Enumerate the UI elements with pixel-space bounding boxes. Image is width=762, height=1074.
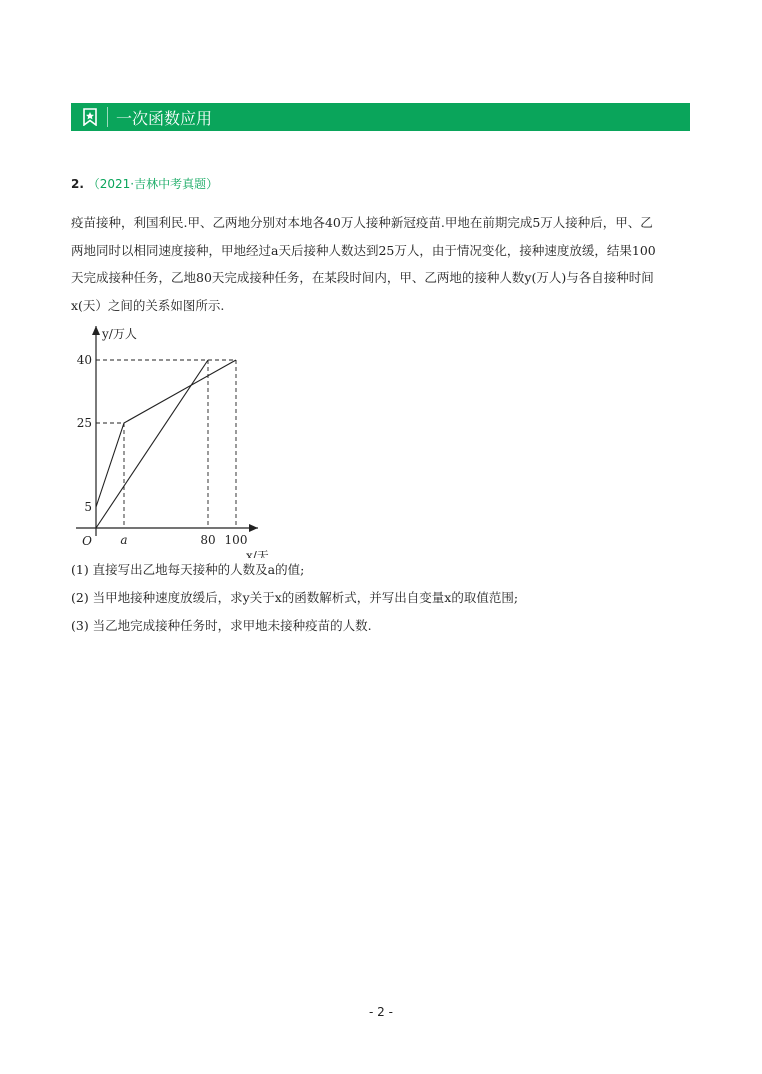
- section-banner: [71, 103, 690, 131]
- y-tick-label: 40: [76, 353, 92, 367]
- subquestions: [71, 556, 518, 640]
- page-number: - 2 -: [369, 1005, 393, 1019]
- origin-label: O: [82, 534, 92, 548]
- graph-svg: [70, 318, 340, 558]
- question-number: 2.: [71, 177, 84, 191]
- question-line: 疫苗接种，利国利民.甲、乙两地分别对本地各40万人接种新冠疫苗.甲地在前期完成5万人接种后，甲、乙: [71, 215, 653, 230]
- subquestion-3: (3) 当乙地完成接种任务时，求甲地未接种疫苗的人数.: [71, 618, 372, 633]
- question-header: [71, 175, 218, 192]
- question-source: （2021·吉林中考真题）: [87, 177, 219, 191]
- question-line: 两地同时以相同速度接种，甲地经过a天后接种人数达到25万人，由于情况变化，接种速度放缓，结果100: [71, 242, 656, 258]
- y-tick-label: 5: [84, 500, 92, 514]
- section-title: 一次函数应用: [116, 108, 213, 128]
- series-line-2: [96, 360, 208, 528]
- x-tick-label: 80: [200, 533, 216, 547]
- bookmark-star-icon: [77, 103, 103, 131]
- x-tick-label: a: [120, 533, 128, 547]
- question-text: [71, 209, 693, 319]
- function-graph: [70, 318, 340, 558]
- subquestion-1: (1) 直接写出乙地每天接种的人数及a的值;: [71, 562, 305, 577]
- y-tick-label: 25: [76, 416, 92, 430]
- x-axis-arrow: [249, 524, 258, 532]
- banner-divider: [107, 107, 108, 127]
- subquestion-2: (2) 当甲地接种速度放缓后，求y关于x的函数解析式，并写出自变量x的取值范围;: [71, 590, 519, 605]
- x-tick-label: 100: [224, 533, 248, 547]
- question-line: 天完成接种任务，乙地80天完成接种任务，在某段时间内，甲、乙两地的接种人数y(万人)与各自接种时间: [71, 270, 654, 285]
- y-axis-label: y/万人: [102, 327, 137, 341]
- x-axis-label: x/天: [246, 549, 269, 558]
- series-line-1: [96, 360, 236, 507]
- y-axis-arrow: [92, 326, 100, 335]
- question-line: x(天）之间的关系如图所示.: [71, 297, 225, 313]
